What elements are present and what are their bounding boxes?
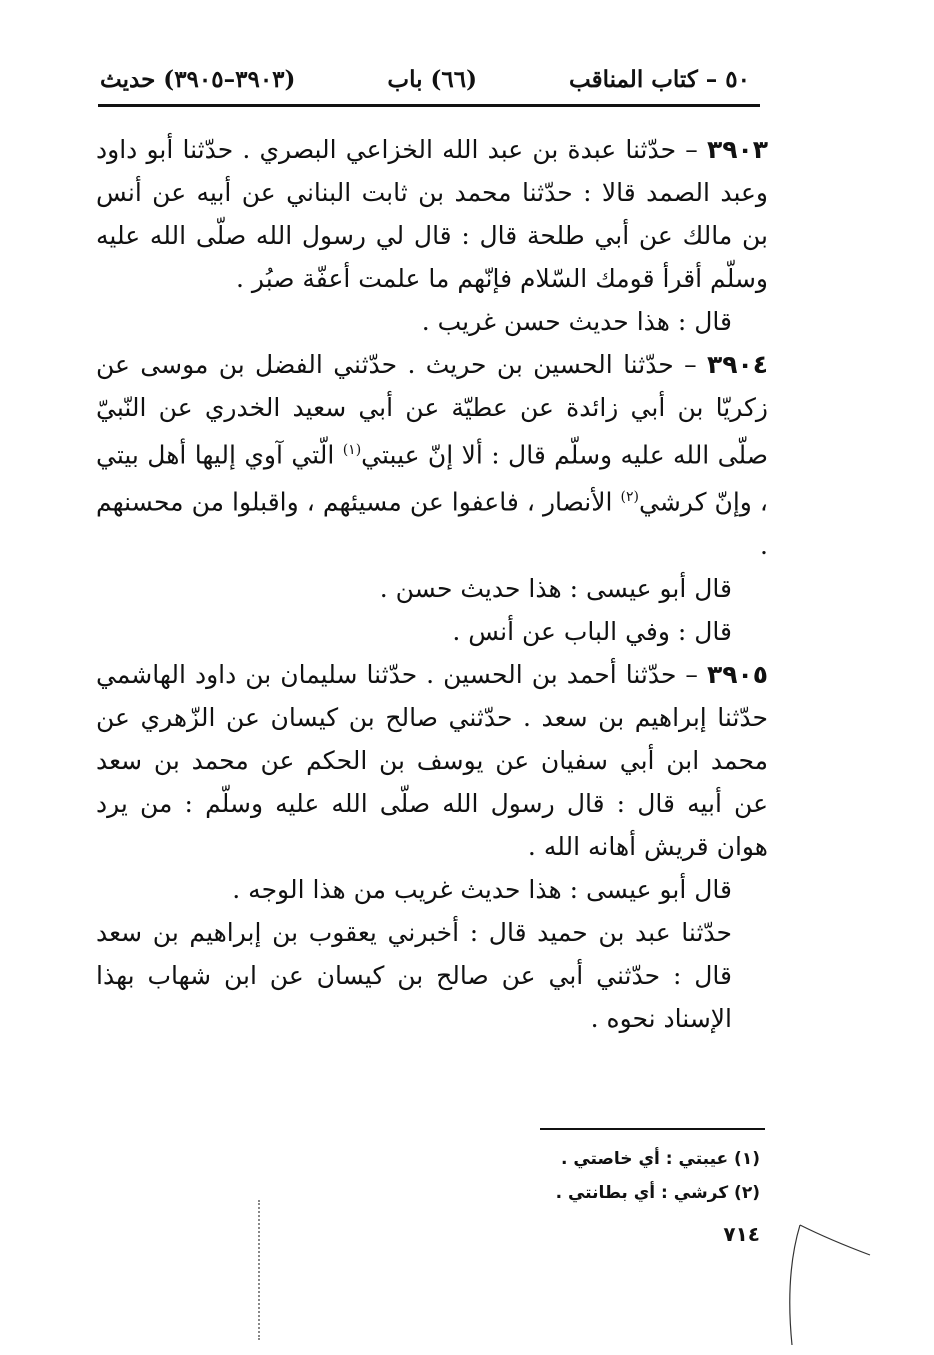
hadith-text: – حدّثنا عبدة بن عبد الله الخزاعي البصري . حدّثنا أبو داود وعبد الصمد قالا : حدّثنا محمد بن ثابت البناني عن أبيه عن أنس بن مالك عن أبي طلحة قال : قال لي رسول الله صلّى الله عليه وسلّم أقرأ قومك السّلام فإنّهم ما علمت أعفّة صبُر . (96, 135, 768, 293)
pencil-stroke (790, 1225, 870, 1345)
grading-note: قال أبو عيسى : هذا حديث غريب من هذا الوجه . (232, 874, 732, 904)
page-number: ٧١٤ (723, 1222, 760, 1246)
grading-note: قال أبو عيسى : هذا حديث حسن . (379, 573, 732, 603)
hadith-number: ٣٩٠٤ (706, 350, 768, 379)
hadith-number: ٣٩٠٣ (706, 135, 768, 164)
pencil-mark (770, 1215, 880, 1355)
hadith-3903 (96, 128, 768, 300)
header-book-title: ٥٠ – كتاب المناقب (568, 65, 750, 93)
hadith-text: – حدّثنا الحسين بن حريث . حدّثني الفضل بن موسى عن زكريّا بن أبي زائدة عن عطيّة عن أبي سعيد الخدري عن النّبيّ صلّى الله عليه وسلّم قال : ألا إنّ عيبتي (96, 350, 768, 470)
additional-chain: حدّثنا عبد بن حميد قال : أخبرني يعقوب بن إبراهيم بن سعد قال : حدّثني أبي عن صالح بن كيسان عن ابن شهاب بهذا الإسناد نحوه . (96, 917, 732, 1033)
hadith-text: الّتي آوي إليها أهل بيتي ، وإنّ كرشي (96, 440, 768, 517)
running-header (100, 58, 750, 100)
main-text (96, 128, 768, 1040)
hadith-text: الأنصار ، فاعفوا عن مسيئهم ، واقبلوا من محسنهم . (96, 487, 768, 560)
hadith-number: ٣٩٠٥ (706, 659, 768, 689)
footnote-ref-2[interactable]: (٢) (620, 489, 639, 506)
hadith-text: – حدّثنا أحمد بن الحسين . حدّثنا سليمان بن داود الهاشمي حدّثنا إبراهيم بن سعد . حدّثني صالح بن كيسان عن الزّهري عن محمد ابن أبي سفيان عن يوسف بن الحكم عن محمد بن سعد عن أبيه قال : قال رسول الله صلّى الله عليه وسلّم : من يرد هوان قريش أهانه الله . (96, 659, 768, 861)
grading-note: قال : وفي الباب عن أنس . (452, 616, 732, 646)
grading-note: قال : هذا حديث حسن غريب . (421, 307, 732, 336)
footnote-ref-1[interactable]: (١) (342, 442, 362, 458)
footnotes (500, 1142, 760, 1210)
footnote-2: (٢) كرشي : أي بطانتي . (555, 1183, 760, 1203)
header-rule (98, 104, 760, 107)
hadith-3904 (96, 343, 768, 567)
margin-dotted-line (258, 1200, 260, 1340)
hadith-3905 (96, 653, 768, 868)
footnote-1: (١) عيبتي : أي خاصتي . (560, 1149, 760, 1169)
header-hadith-range: (٣٩٠٣–٣٩٠٥) حديث (100, 65, 296, 93)
header-chapter: (٦٦) باب (387, 65, 477, 93)
footnote-rule (540, 1128, 765, 1130)
